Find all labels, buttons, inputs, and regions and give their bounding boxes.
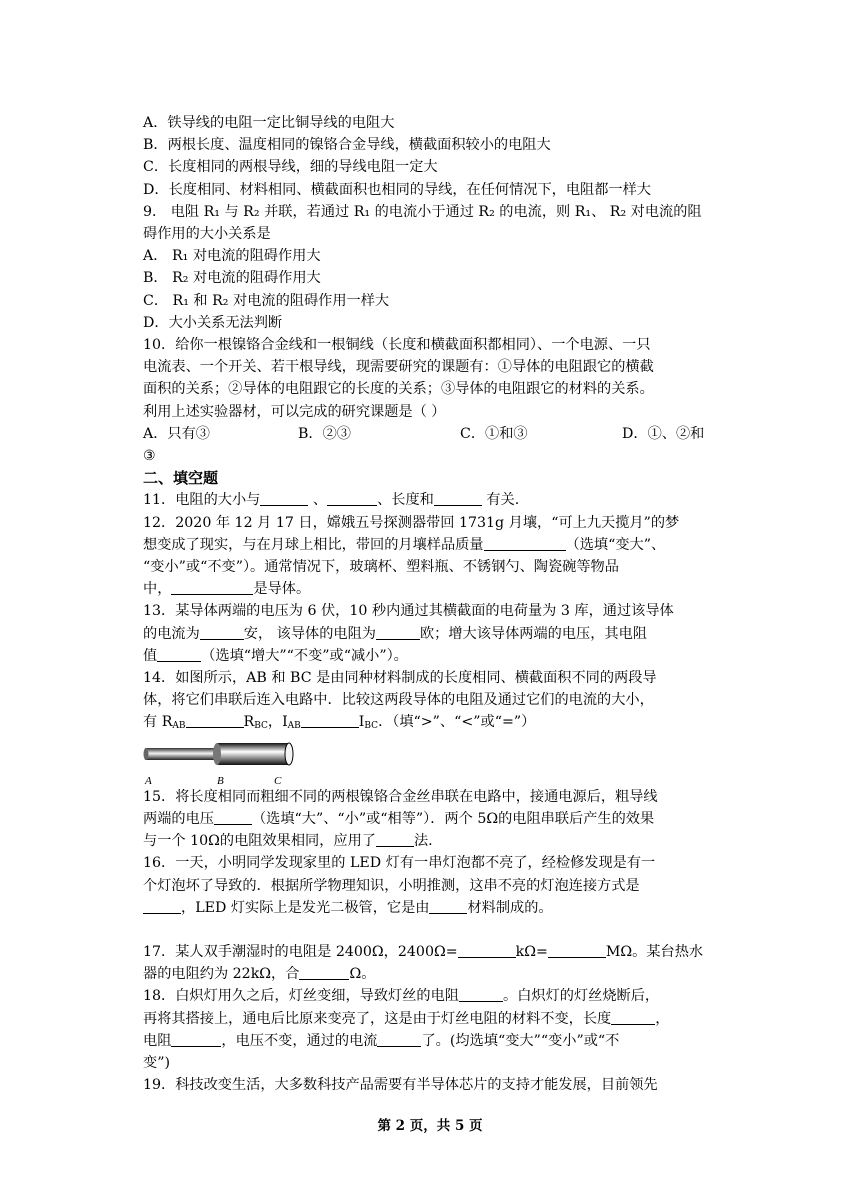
q18-blank-3[interactable]	[171, 1032, 221, 1047]
q12-blank-1[interactable]	[484, 536, 566, 551]
q11-blank-3[interactable]	[434, 491, 482, 506]
q10-option-c: C．①和③	[460, 425, 528, 442]
q10-stem-line3: 面积的关系；②导体的电阻跟它的长度的关系；③导体的电阻跟它的材料的关系。	[143, 381, 654, 398]
q14-line1: 14．如图所示，AB 和 BC 是由同种材料制成的长度相同、横截面积不同的两段导	[143, 670, 657, 687]
q8-option-c: C．长度相同的两根导线，细的导线电阻一定大	[143, 159, 438, 176]
q9-option-d: D．大小关系无法判断	[143, 314, 283, 331]
q13-blank-1[interactable]	[200, 625, 244, 640]
q14-sub-bc-2: BC	[364, 721, 379, 732]
q11-blank-1[interactable]	[260, 491, 308, 506]
q14-conductor-figure	[143, 740, 303, 786]
q14-sub-bc-1: BC	[254, 721, 268, 732]
q13-blank-3[interactable]	[157, 647, 201, 662]
q14-line3	[143, 711, 723, 737]
figure-label-c: C	[274, 774, 282, 787]
q11-text-3: 、长度和	[377, 492, 434, 509]
q13-text-3b: （选填“增大”“不变”或“减小”）。	[201, 647, 408, 664]
conductor-diagram	[143, 740, 303, 770]
q15-text-2a: 两端的电压	[143, 810, 214, 827]
q14-text-have: 有 R	[143, 714, 173, 731]
q11-text-2: 、	[308, 492, 328, 509]
q17-line1	[143, 941, 723, 963]
q10-option-a: A．只有③	[143, 425, 210, 442]
q13-text-3a: 值	[143, 647, 158, 664]
q9-option-c: C． R₁ 和 R₂ 对电流的阻碍作用一样大	[143, 292, 390, 309]
q12-text-4b: 是导体。	[253, 581, 311, 598]
q17-text-2b: Ω。	[349, 966, 376, 983]
q8-option-b: B．两根长度、温度相同的镍铬合金导线，横截面积较小的电阻大	[143, 137, 551, 154]
q16-line1: 16．一天，小明同学发现家里的 LED 灯有一串灯泡都不亮了，经检修发现是有一	[143, 855, 656, 872]
q18-line3	[143, 1030, 723, 1052]
q14-text-r: R	[243, 714, 255, 731]
q8-option-d: D．长度相同、材料相同、横截面积也相同的导线，在任何情况下，电阻都一样大	[143, 181, 651, 198]
q14-sub-ab-1: AB	[172, 721, 186, 732]
figure-label-a: A	[145, 774, 152, 787]
q9-option-a: A． R₁ 对电流的阻碍作用大	[143, 248, 321, 265]
q10-stem-line4: 利用上述实验器材，可以完成的研究课题是（ ）	[143, 403, 446, 420]
q18-blank-4[interactable]	[377, 1032, 421, 1047]
q10-stem-line2: 电流表、一个开关、若干根导线，现需要研究的课题有：①导体的电阻跟它的横截	[143, 359, 654, 376]
page-footer: 第 2 页，共 5 页	[377, 1118, 483, 1134]
q15-text-3b: 法.	[413, 833, 433, 850]
q12-line3: “变小”或“不变”）。通常情况下，玻璃杯、塑料瓶、不锈钢勺、陶瓷碗等物品	[143, 559, 619, 576]
q18-text-1a: 18．白炽灯用久之后，灯丝变细，导致灯丝的电阻	[143, 988, 459, 1005]
figure-label-b: B	[217, 774, 224, 787]
q18-text-3c: 了。(均选填“变大”“变小”或“不	[421, 1032, 620, 1049]
q18-line2	[143, 1008, 723, 1030]
q18-text-2a: 再将其搭接上，通电后比原来变亮了，这是由于灯丝电阻的材料不变，长度	[143, 1010, 612, 1027]
q17-blank-1[interactable]	[458, 943, 516, 958]
q17-text-1a: 17．某人双手潮湿时的电阻是 2400Ω，2400Ω=	[143, 943, 458, 960]
q12-text-2a: 想变成了现实，与在月球上相比，带回的月壤样品质量	[143, 536, 484, 553]
q14-sub-ab-2: AB	[287, 721, 301, 732]
q15-blank-1[interactable]	[214, 810, 252, 825]
q11-text-4: 有关.	[481, 492, 520, 509]
q12-blank-2[interactable]	[171, 580, 253, 595]
q15-line3	[143, 830, 723, 852]
q18-line4: 变”)	[143, 1054, 170, 1071]
q15-line1: 15．将长度相同而粗细不同的两根镍铬合金丝串联在电路中，接通电源后，粗导线	[143, 788, 658, 805]
q9-stem-line2: 碍作用的大小关系是	[143, 226, 271, 243]
q14-text-comma-i: ，I	[267, 714, 288, 731]
q13-blank-2[interactable]	[376, 625, 420, 640]
q10-stem-line1: 10．给你一根镍铬合金线和一根铜线（长度和横截面积都相同）、一个电源、一只	[143, 337, 651, 354]
q11-blank-2[interactable]	[327, 491, 377, 506]
conductor-joint-b	[213, 743, 221, 765]
q18-line1	[143, 985, 723, 1007]
q9-option-b: B． R₂ 对电流的阻碍作用大	[143, 270, 321, 287]
q13-line3	[143, 645, 723, 667]
page-content	[143, 112, 723, 1096]
q10-options	[143, 423, 723, 445]
conductor-bc	[217, 743, 289, 765]
q17-line2	[143, 963, 723, 985]
q10-option-b: B．②③	[298, 425, 351, 442]
q17-text-1c: MΩ。某台热水	[605, 943, 704, 960]
q13-text-2b: 安， 该导体的电阻为	[243, 625, 376, 642]
q12-line1: 12．2020 年 12 月 17 日，嫦娥五号探测器带回 1731g 月壤，“可上九天揽月”的梦	[143, 514, 680, 531]
q13-text-2c: 欧；增大该导体两端的电压，其电阻	[419, 625, 647, 642]
q17-blank-3[interactable]	[299, 965, 349, 980]
q13-line2	[143, 623, 723, 645]
q12-text-2b: （选填“变大”、	[565, 536, 666, 553]
q17-blank-2[interactable]	[548, 943, 606, 958]
q16-text-3a: ，LED 灯实际上是发光二极管，它是由	[181, 899, 430, 916]
q14-blank-2[interactable]	[301, 713, 359, 728]
conductor-end-a	[144, 748, 149, 760]
q15-blank-2[interactable]	[376, 832, 414, 847]
q19-line1: 19．科技改变生活，大多数科技产品需要有半导体芯片的支持才能发展，目前领先	[143, 1077, 658, 1094]
q15-text-3a: 与一个 10Ω的电阻效果相同，应用了	[143, 833, 376, 850]
q18-text-3b: ，电压不变，通过的电流	[221, 1032, 378, 1049]
q10-option-d-cont: ③	[143, 448, 156, 465]
q16-blank-1[interactable]	[143, 899, 181, 914]
q12-text-4a: 中，	[143, 581, 172, 598]
q17-text-2a: 器的电阻约为 22kΩ，合	[143, 966, 300, 983]
q18-text-1b: 。白炽灯的灯丝烧断后，	[503, 988, 660, 1005]
q18-blank-2[interactable]	[611, 1010, 655, 1025]
conductor-end-c	[285, 743, 293, 765]
q9-stem-line1: 9． 电阻 R₁ 与 R₂ 并联，若通过 R₁ 的电流小于通过 R₂ 的电流，则 R₁、 R₂ 对电流的阻	[143, 203, 702, 220]
q11-text-1: 11．电阻的大小与	[143, 492, 261, 509]
q12-line2	[143, 534, 723, 556]
q13-line1: 13．某导体两端的电压为 6 伏，10 秒内通过其横截面的电荷量为 3 库，通过该导体	[143, 603, 674, 620]
q18-blank-1[interactable]	[459, 987, 503, 1002]
q17-text-1b: kΩ=	[515, 943, 548, 960]
q16-line3	[143, 897, 723, 919]
q11	[143, 489, 723, 511]
conductor-ab	[145, 748, 217, 760]
section-heading: 二、填空题	[143, 469, 219, 488]
q16-text-3b: 材料制成的。	[467, 899, 553, 916]
q15-line2	[143, 808, 723, 830]
q18-text-2b: ，	[655, 1010, 670, 1027]
q10-option-d: D．①、②和	[622, 425, 705, 442]
q18-text-3a: 电阻	[143, 1032, 172, 1049]
q8-option-a: A．铁导线的电阻一定比铜导线的电阻大	[143, 115, 395, 131]
q16-line2: 个灯泡坏了导致的．根据所学物理知识，小明推测，这串不亮的灯泡连接方式是	[143, 877, 640, 894]
q14-line2: 体，将它们串联后连入电路中．比较这两段导体的电阻及通过它们的电流的大小，	[143, 692, 654, 709]
q13-text-2a: 的电流为	[143, 625, 200, 642]
q14-text-end: ．（填“>”、“<”或“=”）	[378, 714, 536, 731]
q14-text-i: I	[358, 714, 365, 731]
q12-line4	[143, 578, 723, 600]
q15-text-2b: （选填“大”、“小”或“相等”）．两个 5Ω的电阻串联后产生的效果	[251, 810, 655, 827]
q16-blank-2[interactable]	[429, 899, 467, 914]
q14-blank-1[interactable]	[186, 713, 244, 728]
